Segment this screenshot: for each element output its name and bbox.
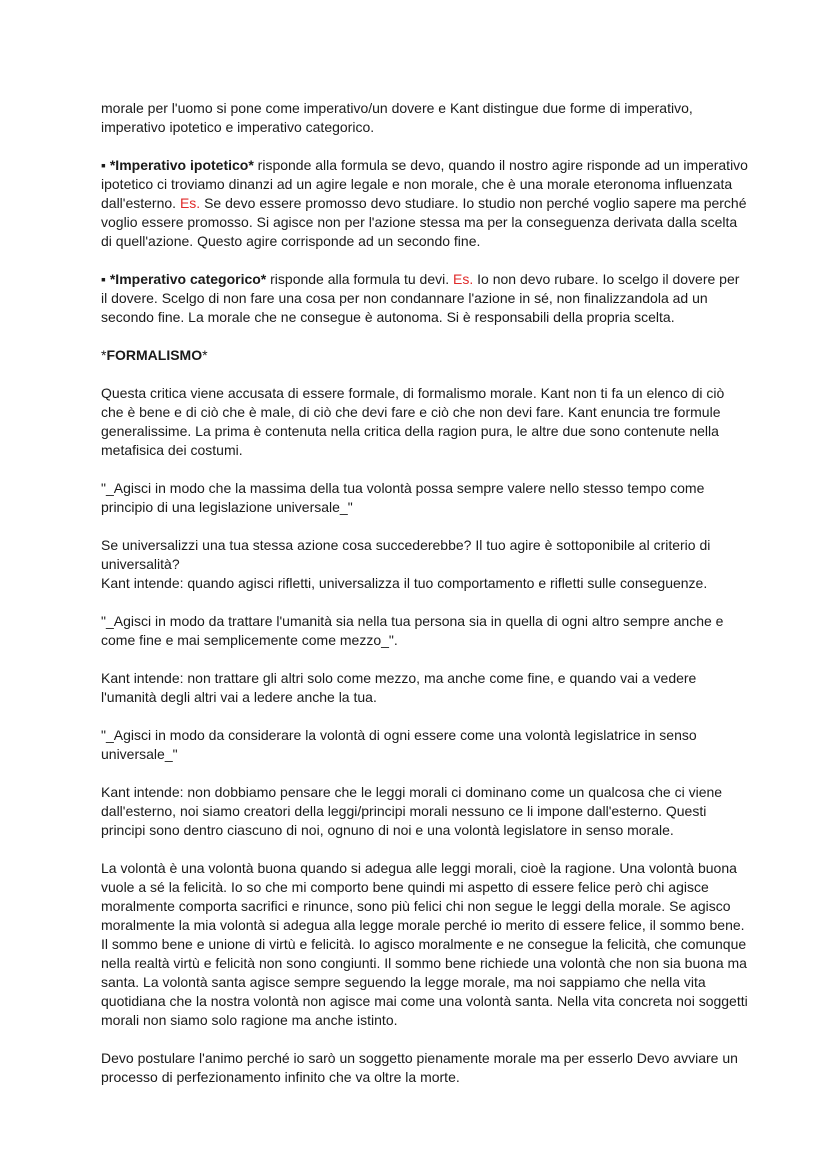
formalismo-heading	[101, 346, 748, 365]
intro-paragraph: morale per l'uomo si pone come imperativo/un dovere e Kant distingue due forme di imperativo, imperativo ipotetico e imperativo categorico.	[101, 100, 693, 135]
formula-1: "_Agisci in modo che la massima della tua volontà possa sempre valere nello stesso tempo come principio di una legislazione universale_"	[101, 480, 705, 515]
bullet-icon: ▪	[101, 271, 110, 287]
kant-intende-1: Kant intende: quando agisci rifletti, universalizza il tuo comportamento e rifletti sulle conseguenze.	[101, 575, 708, 591]
formalismo-heading-text: FORMALISMO	[106, 347, 203, 363]
ipotetico-text-1: risponde alla formula se devo, quando il nostro agire risponde ad un imperativo ipotetico ci troviamo dinanzi ad un agire legale e non morale, che è una morale eteronoma influenzata dall'esterno.	[101, 157, 748, 211]
heading-prefix: *	[101, 347, 107, 363]
kant-intende-2: Kant intende: non trattare gli altri solo come mezzo, ma anche come fine, e quando vai a vedere l'umanità degli altri vai a ledere anche la tua.	[101, 670, 697, 705]
volonta-paragraph: La volontà è una volontà buona quando si adegua alle leggi morali, cioè la ragione. Una volontà buona vuole a sé la felicità. Io so che mi comporto bene quindi mi aspetto di essere felice però chi agisce moralmente comporta sacrifici e rinunce, sono più felici chi non segue le leggi della morale. Se agisco moralmente la mia volontà si adegua alla legge morale perché io merito di essere felice, il sommo bene. Il sommo bene e unione di virtù e felicità. Io agisco moralmente e ne consegue la felicità, che comunque nella realtà virtù e felicità non sono congiunti. Il sommo bene richiede una volontà che non sia buona ma santa. La volontà santa agisce sempre seguendo la legge morale, ma noi sappiamo che nella vita quotidiana che la nostra volontà non agisce mai come una volontà santa. Nella vita concreta noi soggetti morali non siamo solo ragione ma anche istinto.	[101, 860, 748, 1028]
es-label: Es.	[453, 271, 474, 287]
categorico-text-2: Io non devo rubare. Io scelgo il dovere per il dovere. Scelgo di non fare una cosa per non condannare l'azione in sé, non finalizzandola ad un secondo fine. La morale che ne consegue è autonoma. Si è responsabili della propria scelta.	[101, 271, 740, 325]
imperativo-categorico-paragraph	[101, 270, 748, 327]
postulare-paragraph: Devo postulare l'animo perché io sarò un soggetto pienamente morale ma per esserlo Devo avviare un processo di perfezionamento infinito che va oltre la morte.	[101, 1050, 738, 1085]
formula-3: "_Agisci in modo da considerare la volontà di ogni essere come una volontà legislatrice in senso universale_"	[101, 727, 697, 762]
question-paragraph: Se universalizzi una tua stessa azione cosa succederebbe? Il tuo agire è sottoponibile al criterio di universalità?	[101, 537, 711, 572]
imperativo-ipotetico-paragraph	[101, 156, 748, 251]
imperativo-categorico-term: *Imperativo categorico*	[109, 271, 267, 287]
heading-suffix: *	[202, 347, 208, 363]
formula-2: "_Agisci in modo da trattare l'umanità sia nella tua persona sia in quella di ogni altro sempre anche e come fine e mai semplicemente come mezzo_".	[101, 613, 724, 648]
ipotetico-text-2: Se devo essere promosso devo studiare. Io studio non perché voglio sapere ma perché voglio essere promosso. Si agisce non per l'azione stessa ma per la conseguenza derivata dalla scelta di quell'azione. Questo agire corrisponde ad un secondo fine.	[101, 195, 747, 249]
categorico-text-1: risponde alla formula tu devi.	[266, 271, 454, 287]
bullet-icon: ▪	[101, 157, 110, 173]
es-label: Es.	[179, 195, 201, 211]
kant-intende-3: Kant intende: non dobbiamo pensare che le leggi morali ci dominano come un qualcosa che ci viene dall'esterno, noi siamo creatori della leggi/principi morali nessuno ce li impone dall'esterno. Questi principi sono dentro ciascuno di noi, ognuno di noi e una volontà legislatore in senso morale.	[101, 784, 723, 838]
formalismo-paragraph: Questa critica viene accusata di essere formale, di formalismo morale. Kant non ti fa un elenco di ciò che è bene e di ciò che è male, di ciò che devi fare e ciò che non devi fare. Kant enuncia tre formule generalissime. La prima è contenuta nella critica della ragion pura, le altre due sono contenute nella metafisica dei costumi.	[101, 385, 725, 458]
imperativo-ipotetico-term: *Imperativo ipotetico*	[109, 157, 254, 173]
